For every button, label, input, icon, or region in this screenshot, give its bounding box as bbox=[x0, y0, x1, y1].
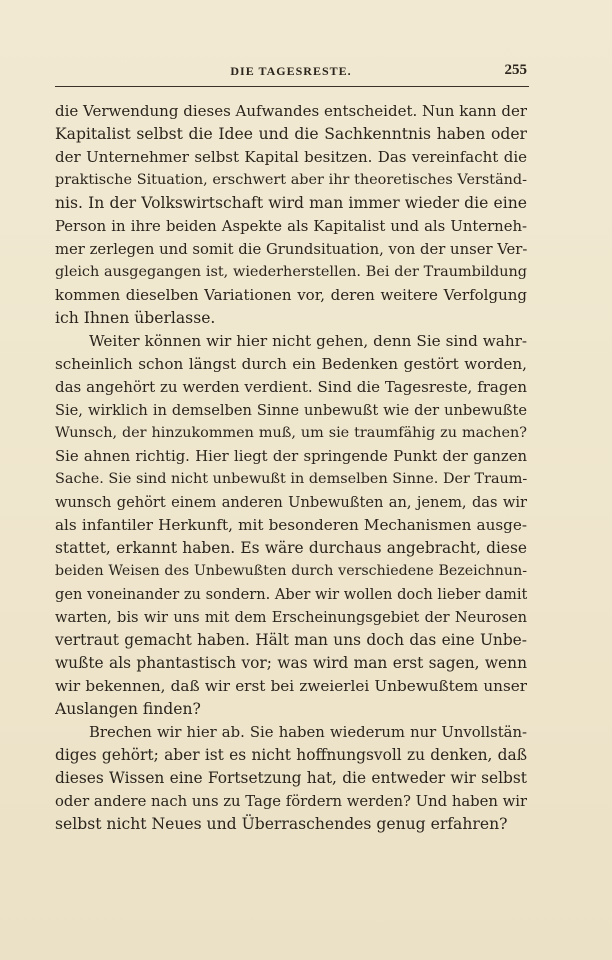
text-line: warten, bis wir uns mit dem Erscheinungsgebiet der Neurosen bbox=[55, 609, 527, 626]
text-line: Weiter können wir hier nicht gehen, denn Sie sind wahr- bbox=[89, 332, 527, 350]
text-line: wußte als phantastisch vor; was wird man erst sagen, wenn bbox=[55, 654, 527, 672]
text-line: kommen dieselben Variationen vor, deren weitere Verfolgung bbox=[55, 286, 527, 304]
text-line: wunsch gehört einem anderen Unbewußten an, jenem, das wir bbox=[55, 494, 527, 511]
text-line: gen voneinander zu sondern. Aber wir wollen doch lieber damit bbox=[55, 586, 527, 603]
text-line: diges gehört; aber ist es nicht hoffnungsvoll zu denken, daß bbox=[55, 746, 527, 764]
text-line: nis. In der Volkswirtschaft wird man immer wieder die eine bbox=[55, 194, 527, 212]
text-line: Sache. Sie sind nicht unbewußt in demselben Sinne. Der Traum- bbox=[55, 471, 527, 487]
text-line: oder andere nach uns zu Tage fördern werden? Und haben wir bbox=[55, 793, 527, 810]
text-line: selbst nicht Neues und Überraschendes genug erfahren? bbox=[55, 815, 508, 833]
text-line: Auslangen finden? bbox=[55, 700, 201, 718]
page-number: 255 bbox=[504, 62, 527, 78]
text-line: dieses Wissen eine Fortsetzung hat, die entweder wir selbst bbox=[55, 769, 527, 787]
text-line: wir bekennen, daß wir erst bei zweierlei Unbewußtem unser bbox=[55, 677, 527, 695]
text-line: Sie ahnen richtig. Hier liegt der springende Punkt der ganzen bbox=[55, 448, 527, 465]
text-line: stattet, erkannt haben. Es wäre durchaus angebracht, diese bbox=[55, 539, 527, 557]
text-line: Wunsch, der hinzukommen muß, um sie traumfähig zu machen? bbox=[55, 425, 527, 441]
header-rule bbox=[55, 86, 529, 87]
page-header bbox=[55, 64, 527, 86]
text-line: scheinlich schon längst durch ein Bedenken gestört worden, bbox=[55, 355, 527, 373]
text-line: Sie, wirklich in demselben Sinne unbewußt wie der unbewußte bbox=[55, 402, 527, 419]
text-line: Person in ihre beiden Aspekte als Kapitalist und als Unterneh- bbox=[55, 218, 527, 235]
running-title: DIE TAGESRESTE. bbox=[230, 64, 352, 78]
text-line: mer zerlegen und somit die Grundsituation, von der unser Ver- bbox=[55, 241, 527, 258]
text-line: gleich ausgegangen ist, wiederherstellen. Bei der Traumbildung bbox=[55, 264, 527, 280]
text-line: ich Ihnen überlasse. bbox=[55, 309, 216, 327]
text-line: beiden Weisen des Unbewußten durch verschiedene Bezeichnun- bbox=[55, 563, 527, 579]
text-line: Brechen wir hier ab. Sie haben wiederum nur Unvollstän- bbox=[89, 724, 527, 741]
text-line: vertraut gemacht haben. Hält man uns doch das eine Unbe- bbox=[55, 631, 527, 649]
text-line: das angehört zu werden verdient. Sind die Tagesreste, fragen bbox=[55, 378, 527, 396]
text-line: praktische Situation, erschwert aber ihr theoretisches Verständ- bbox=[55, 172, 527, 188]
text-line: Kapitalist selbst die Idee und die Sachkenntnis haben oder bbox=[55, 125, 527, 143]
text-line: der Unternehmer selbst Kapital besitzen. Das vereinfacht die bbox=[55, 148, 527, 166]
body-text bbox=[55, 100, 527, 836]
text-line: als infantiler Herkunft, mit besonderen Mechanismen ausge- bbox=[55, 516, 527, 534]
text-line: die Verwendung dieses Aufwandes entscheidet. Nun kann der bbox=[55, 102, 527, 120]
